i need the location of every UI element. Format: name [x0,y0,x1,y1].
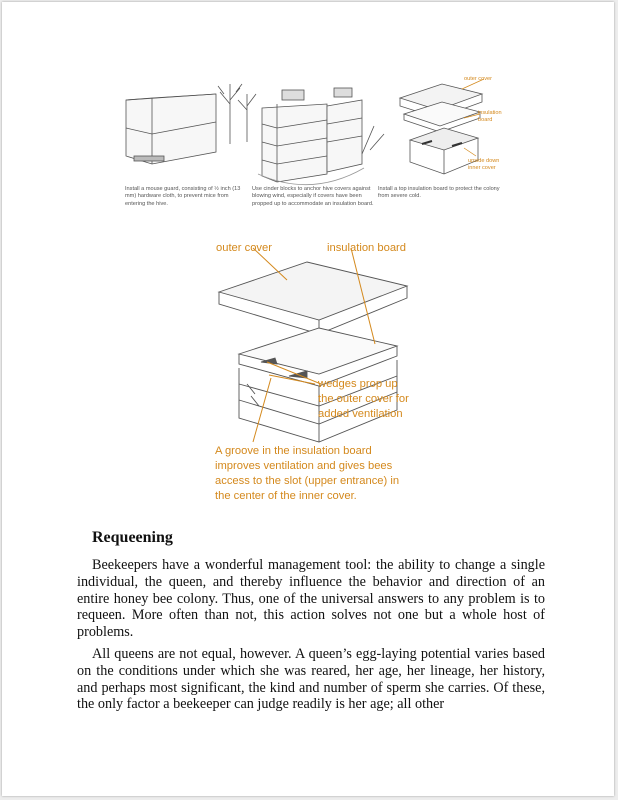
paragraph-2: All queens are not equal, however. A queen’s egg-laying potential varies based on the conditions under which she was reared, her age, her lineage, her history, and perhaps most significant, the kind and number of sperm she carries. Of these, the only factor a beekeeper can judge readily is her age; all other [77,646,545,713]
label-insulation-board-small: insulation board [478,110,502,123]
label-groove: A groove in the insulation board improves ventilation and gives bees access to the slot (upper entrance) in the center of the inner cover. [215,445,400,502]
caption-mouse-guard: Install a mouse guard, consisting of ½ inch (13 mm) hardware cloth, to prevent mice from entering the hive. [125,186,241,207]
winter-hive-illustrations [112,64,522,234]
label-inner-cover-small: upside down inner cover [468,158,500,171]
label-outer-cover: outer cover [216,242,272,254]
caption-insulation-board: Install a top insulation board to protect the colony from severe cold. [378,186,500,200]
paragraph-1: Beekeepers have a wonderful management tool: the ability to change a single individual, the queen, and thereby influence the behavior and direction of an entire honey bee colony. Thus, one of the universal answers to any problem is to requeen. More often than not, this action solves not one but a whole host of problems. [77,557,545,641]
label-insulation-board: insulation board [327,242,406,254]
section-heading: Requeening [92,529,173,546]
label-outer-cover-small: outer cover [464,76,492,82]
document-page [2,2,614,796]
caption-cinder-blocks: Use cinder blocks to anchor hive covers against blowing wind, especially if covers have been propped up to accommodate an insulation board. [252,186,374,207]
label-wedges: wedges prop up the outer cover for added ventilation [318,378,409,420]
